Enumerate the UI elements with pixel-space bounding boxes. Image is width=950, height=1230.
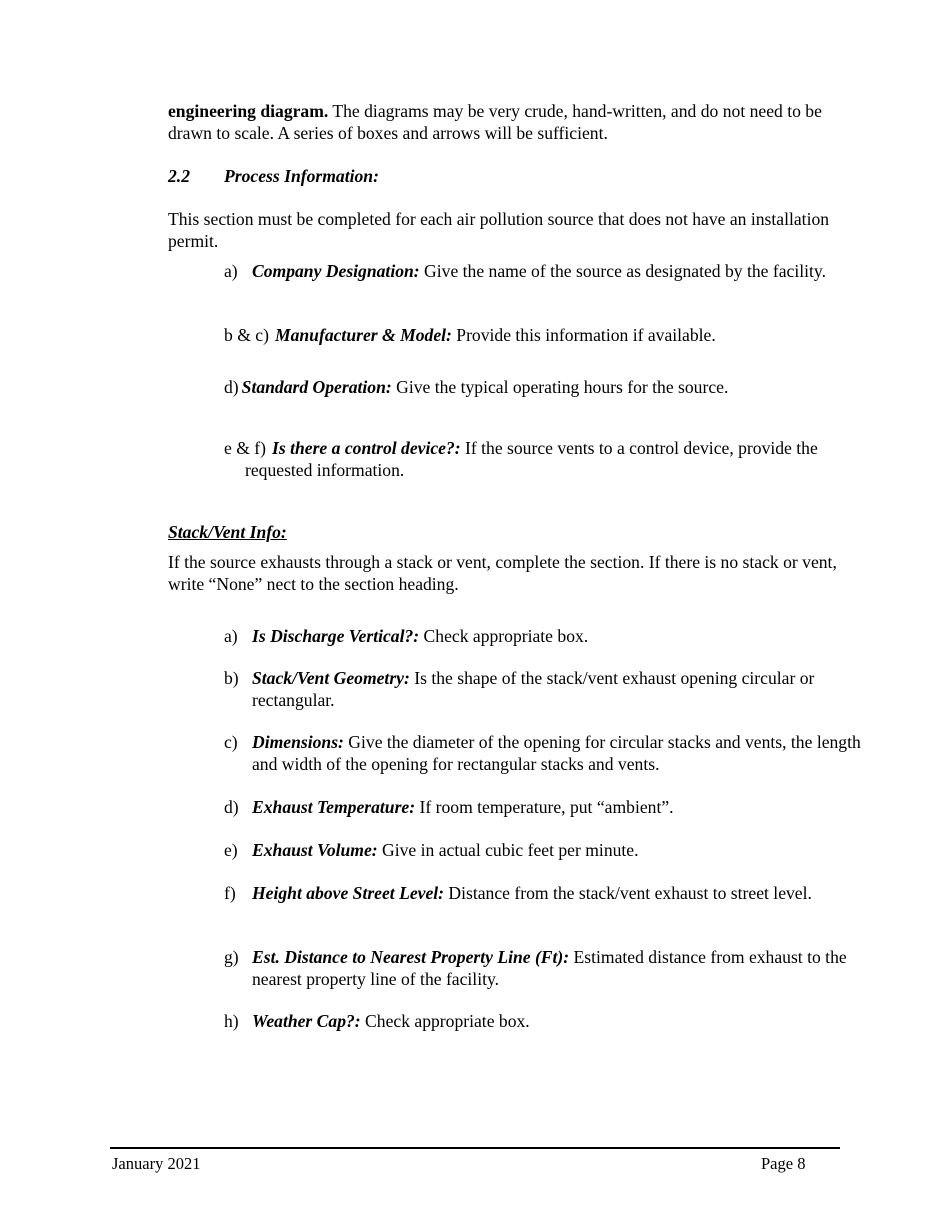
- list-text: Give the diameter of the opening for circular stacks and vents, the length and width of the opening for rectangular stacks and vents.: [252, 732, 861, 774]
- list-label: Weather Cap?:: [252, 1011, 361, 1031]
- list-label: Exhaust Temperature:: [252, 797, 416, 817]
- stack-vent-heading: Stack/Vent Info:: [168, 522, 287, 542]
- list-item: [224, 1011, 868, 1033]
- list-text: Check appropriate box.: [360, 1011, 530, 1031]
- list-item: [224, 883, 868, 905]
- list-label: Stack/Vent Geometry:: [252, 668, 410, 688]
- list-label: Is Discharge Vertical?:: [252, 626, 420, 646]
- list-marker: a): [224, 261, 238, 281]
- list-label: Company Designation:: [252, 261, 420, 281]
- list-item: [224, 947, 868, 990]
- list-marker: g): [224, 947, 239, 967]
- intro-bold-lead: engineering diagram.: [168, 101, 329, 121]
- list-marker: c): [224, 732, 238, 752]
- list-label: Is there a control device?:: [272, 438, 461, 458]
- list-marker: e & f): [224, 438, 267, 458]
- list-text: Give the name of the source as designated by the facility.: [419, 261, 826, 281]
- list-marker: b): [224, 668, 239, 688]
- list-label: Manufacturer & Model:: [274, 325, 452, 345]
- list-marker: b & c): [224, 325, 269, 345]
- list-marker: d): [224, 377, 239, 397]
- list-text: Give in actual cubic feet per minute.: [377, 840, 639, 860]
- section-title: Process Information:: [224, 166, 379, 186]
- list-item: [224, 732, 868, 775]
- list-item: [224, 325, 840, 347]
- list-marker: e): [224, 840, 238, 860]
- list-marker: d): [224, 797, 239, 817]
- list-label: Est. Distance to Nearest Property Line (Ft):: [252, 947, 570, 967]
- list-marker: f): [224, 883, 236, 903]
- list-item: [224, 668, 868, 711]
- list-item: [224, 438, 861, 481]
- list-text: If the source vents to a control device, provide the requested information.: [245, 438, 818, 480]
- intro-paragraph: [168, 101, 840, 144]
- list-text: Check appropriate box.: [419, 626, 589, 646]
- section-heading: [168, 166, 840, 188]
- list-item: [224, 261, 868, 283]
- list-label: Standard Operation:: [241, 377, 392, 397]
- list-label: Exhaust Volume:: [252, 840, 378, 860]
- list-marker: h): [224, 1011, 239, 1031]
- section-description: This section must be completed for each air pollution source that does not have an installation permit.: [168, 209, 830, 251]
- footer-date: January 2021: [112, 1154, 201, 1173]
- list-label: Dimensions:: [252, 732, 344, 752]
- intro-text: The diagrams may be very crude, hand-written, and do not need to be drawn to scale. A series of boxes and arrows will be sufficient.: [168, 101, 822, 143]
- section-number: 2.2: [168, 166, 190, 186]
- list-marker: a): [224, 626, 238, 646]
- footer-page-number: Page 8: [761, 1154, 806, 1173]
- list-item: [224, 797, 868, 819]
- list-item: [224, 626, 868, 648]
- list-text: Estimated distance from exhaust to the nearest property line of the facility.: [252, 947, 847, 989]
- list-text: Provide this information if available.: [451, 325, 716, 345]
- stack-vent-description: If the source exhausts through a stack or vent, complete the section. If there is no stack or vent, write “None” nect to the section heading.: [168, 552, 837, 594]
- list-text: If room temperature, put “ambient”.: [415, 797, 674, 817]
- footer-divider: [110, 1147, 840, 1149]
- list-label: Height above Street Level:: [252, 883, 445, 903]
- list-text: Give the typical operating hours for the source.: [391, 377, 729, 397]
- list-item: [224, 377, 840, 399]
- list-text: Distance from the stack/vent exhaust to street level.: [444, 883, 812, 903]
- list-text: Is the shape of the stack/vent exhaust opening circular or rectangular.: [252, 668, 815, 710]
- list-item: [224, 840, 868, 862]
